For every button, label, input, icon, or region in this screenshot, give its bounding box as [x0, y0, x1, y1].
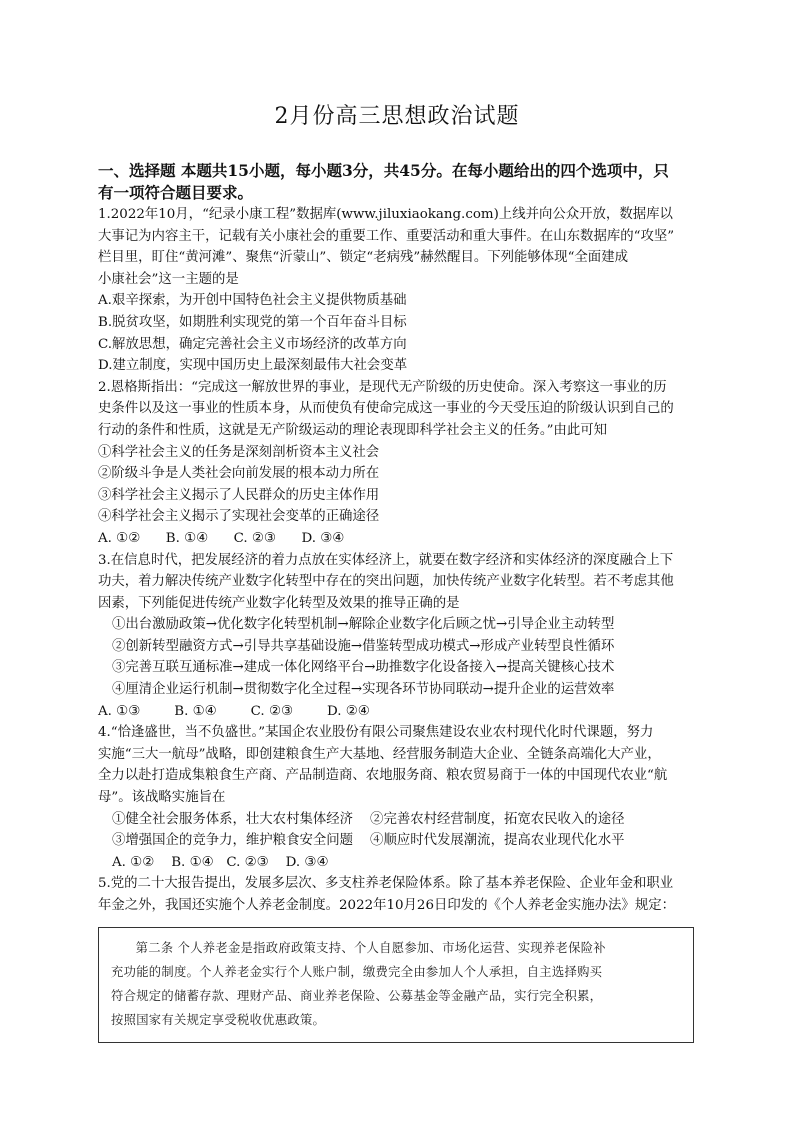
statement-item: ③完善互联互通标准→建成一体化网络平台→助推数字化设备接入→提高关键核心技术 — [112, 660, 615, 676]
question-stem-line: 栏目里，盯住“黄河滩”、聚焦“沂蒙山”、锁定“老病残”赫然醒目。下列能够体现“全面建成 — [98, 250, 628, 266]
statement-item: ②创新转型融资方式→引导共享基础设施→借鉴转型成功模式→形成产业转型良性循环 — [112, 638, 615, 654]
exam-content — [98, 160, 700, 1043]
question-stem-line: 小康社会”这一主题的是 — [98, 271, 239, 287]
question-stem-line: 全力以赴打造成集粮食生产商、产品制造商、农地服务商、粮农贸易商于一体的中国现代农业“航 — [98, 768, 668, 784]
statement-item: ④科学社会主义揭示了实现社会变革的正确途径 — [98, 509, 380, 525]
question-stem-line: 母”。该战略实施旨在 — [98, 790, 226, 806]
section-heading-line-1: 一、选择题 本题共15小题，每小题3分，共45分。在每小题给出的四个选项中，只 — [98, 161, 669, 180]
statement-item: ②阶级斗争是人类社会向前发展的根本动力所在 — [98, 466, 380, 482]
answer-choices: A. ①② B. ①④ C. ②③ D. ③④ — [98, 530, 345, 546]
excerpt-line: 充功能的制度。个人养老金实行个人账户制，缴费完全由参加人个人承担，自主选择购买 — [111, 964, 603, 979]
statement-item: ①科学社会主义的任务是深刻剖析资本主义社会 — [98, 444, 380, 460]
excerpt-line: 符合规定的储蓄存款、理财产品、商业养老保险、公募基金等金融产品，实行完全积累， — [111, 988, 603, 1003]
statement-item: ①出台激励政策→优化数字化转型机制→解除企业数字化后顾之忧→引导企业主动转型 — [112, 617, 615, 633]
statement-item: ④厘清企业运行机制→贯彻数字化全过程→实现各环节协同联动→提升企业的运营效率 — [112, 682, 615, 698]
statement-item: ③科学社会主义揭示了人民群众的历史主体作用 — [98, 487, 380, 503]
question-stem-line: 因素，下列能促进传统产业数字化转型及效果的推导正确的是 — [98, 595, 460, 611]
answer-choices: A. ①② B. ①④ C. ②③ D. ③④ — [112, 854, 329, 870]
question-stem-line: 5.党的二十大报告提出，发展多层次、多支柱养老保险体系。除了基本养老保险、企业年金和职业 — [98, 876, 674, 892]
question-3 — [98, 550, 700, 723]
option-d: D.建立制度，实现中国历史上最深刻最伟大社会变革 — [98, 358, 408, 374]
option-a: A.艰辛探索，为开创中国特色社会主义提供物质基础 — [98, 293, 407, 309]
question-1 — [98, 204, 700, 377]
question-stem-line: 行动的条件和性质，这就是无产阶级运动的理论表现即科学社会主义的任务。”由此可知 — [98, 422, 607, 438]
regulation-excerpt-box — [98, 927, 694, 1043]
answer-choices: A. ①③ B. ①④ C. ②③ D. ②④ — [98, 703, 370, 719]
question-stem-line: 实施“三大一航母”战略，即创建粮食生产大基地、经营服务制造大企业、全链条高端化大产业， — [98, 746, 661, 762]
question-stem-line: 大事记为内容主干，记载有关小康社会的重要工作、重要活动和重大事件。在山东数据库的“攻坚” — [98, 228, 675, 244]
question-stem-line: 3.在信息时代，把发展经济的着力点放在实体经济上，就要在数字经济和实体经济的深度融合上下 — [98, 552, 674, 568]
excerpt-line: 按照国家有关规定享受税收优惠政策。 — [111, 1012, 326, 1027]
question-5 — [98, 873, 700, 1042]
question-stem-line: 4.“恰逢盛世，当不负盛世。”某国企农业股份有限公司聚焦建设农业农村现代化时代课题，努力 — [98, 725, 654, 741]
question-stem-line: 功夫，着力解决传统产业数字化转型中存在的突出问题，加快传统产业数字化转型。若不考虑其他 — [98, 574, 674, 590]
excerpt-line: 第二条 个人养老金是指政府政策支持、个人自愿参加、市场化运营、实现养老保险补 — [135, 940, 606, 955]
question-2 — [98, 377, 700, 550]
question-4 — [98, 722, 700, 873]
statement-item: ③增强国企的竞争力，维护粮食安全问题 ④顺应时代发展潮流，提高农业现代化水平 — [112, 833, 625, 849]
option-b: B.脱贫攻坚，如期胜利实现党的第一个百年奋斗目标 — [98, 314, 407, 330]
question-stem-line: 1.2022年10月，“纪录小康工程”数据库(www.jiluxiaokang.com)上线并向公众开放，数据库以 — [98, 207, 673, 222]
page-title: 2月份高三思想政治试题 — [274, 104, 520, 129]
option-c: C.解放思想，确定完善社会主义市场经济的改革方向 — [98, 336, 407, 352]
question-stem-line: 2.恩格斯指出：“完成这一解放世界的事业，是现代无产阶级的历史使命。深入考察这一事业的历 — [98, 379, 667, 395]
question-stem-line: 史条件以及这一事业的性质本身，从而使负有使命完成这一事业的今天受压迫的阶级认识到自己的 — [98, 401, 674, 417]
question-stem-line: 年金之外，我国还实施个人养老金制度。2022年10月26日印发的《个人养老金实施办法》规定： — [98, 898, 675, 913]
section-heading-line-2: 有一项符合题目要求。 — [98, 183, 254, 202]
statement-item: ①健全社会服务体系，壮大农村集体经济 ②完善农村经营制度，拓宽农民收入的途径 — [112, 811, 625, 827]
